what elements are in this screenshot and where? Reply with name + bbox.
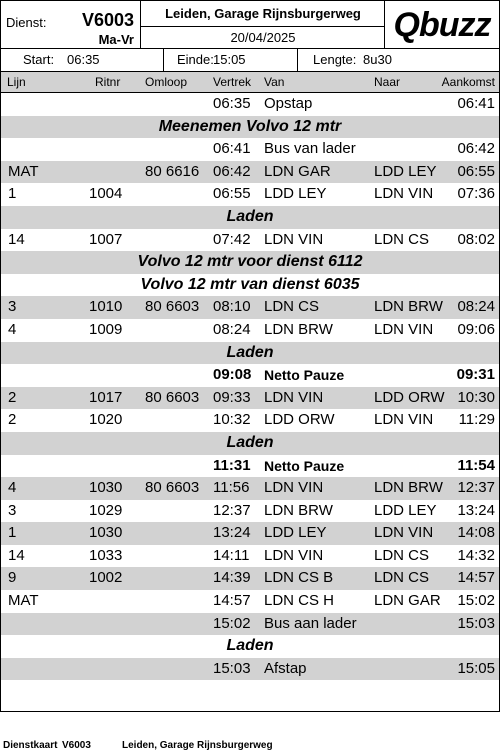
trip-row (1, 138, 499, 161)
cell-aan: 10:30 (457, 388, 495, 406)
cell-rit: 1004 (89, 185, 123, 203)
trip-row (1, 545, 499, 568)
cell-van: Bus aan lader (264, 614, 357, 632)
cell-lijn: 4 (8, 479, 17, 497)
section-row: Meenemen Volvo 12 mtr (1, 116, 499, 139)
cell-lijn: 3 (8, 501, 17, 519)
dienst-number: V6003 (81, 10, 134, 30)
cell-aan: 15:03 (457, 614, 495, 632)
column-header (1, 72, 499, 93)
cell-vtr: 06:35 (213, 95, 251, 112)
cell-lijn: 3 (8, 298, 17, 316)
cell-van: LDD ORW (264, 411, 335, 429)
cell-vtr: 14:39 (213, 569, 251, 587)
col-vertrek: Vertrek (213, 75, 252, 89)
trip-row (1, 477, 499, 500)
start-label: Start: (23, 52, 55, 67)
location-name: Leiden, Garage Rijnsburgerweg (141, 1, 385, 27)
cell-rit: 1020 (89, 411, 123, 429)
cell-van: Opstap (264, 95, 313, 112)
trip-row (1, 229, 499, 252)
cell-naar: LDN VIN (374, 320, 434, 338)
cell-van: Bus van lader (264, 140, 356, 158)
cell-vtr: 11:31 (213, 456, 251, 474)
cell-van: LDN CS B (264, 569, 334, 587)
card-header (1, 1, 499, 49)
cell-lijn: 14 (8, 230, 25, 248)
col-naar: Naar (374, 75, 401, 89)
cell-vtr: 09:08 (213, 366, 252, 384)
cell-van: Afstap (264, 659, 307, 677)
cell-van: LDN VIN (264, 230, 324, 248)
trip-list (1, 93, 499, 680)
cell-lijn: MAT (8, 592, 39, 610)
cell-vtr: 11:56 (213, 479, 250, 497)
cell-rit: 1010 (89, 298, 123, 316)
cell-naar: LDN CS (374, 230, 430, 248)
einde-label: Einde: (177, 52, 214, 67)
cell-van: LDN CS (264, 298, 320, 316)
cell-lijn: 1 (8, 185, 17, 203)
cell-vtr: 14:11 (213, 546, 250, 564)
trip-row (1, 522, 499, 545)
cell-naar: LDN VIN (374, 185, 434, 203)
cell-aan: 11:54 (457, 456, 495, 474)
cell-lijn: 2 (8, 388, 17, 406)
cell-vtr: 13:24 (213, 524, 251, 542)
company-logo: Qbuzz (393, 6, 491, 44)
cell-lijn: 9 (8, 569, 17, 587)
duty-id-box (1, 1, 141, 49)
cell-aan: 13:24 (457, 501, 495, 519)
cell-van: LDN BRW (264, 320, 333, 338)
cell-vtr: 06:41 (213, 140, 251, 158)
cell-aan: 15:02 (457, 592, 495, 610)
cell-oml: 80 6603 (145, 298, 200, 316)
trip-row (1, 613, 499, 636)
trip-row (1, 319, 499, 342)
cell-aan: 06:42 (457, 140, 495, 158)
cell-naar: LDN CS (374, 569, 430, 587)
trip-row (1, 590, 499, 613)
section-row: Laden (1, 342, 499, 365)
cell-aan: 09:06 (457, 320, 495, 338)
trip-row (1, 567, 499, 590)
cell-rit: 1007 (89, 230, 123, 248)
cell-oml: 80 6603 (145, 479, 200, 497)
trip-row (1, 658, 499, 681)
trip-row (1, 387, 499, 410)
cell-naar: LDN VIN (374, 411, 434, 429)
cell-lijn: 2 (8, 411, 17, 429)
cell-vtr: 08:24 (213, 320, 251, 338)
cell-rit: 1030 (89, 524, 123, 542)
cell-vtr: 12:37 (213, 501, 251, 519)
times-bar (1, 49, 499, 72)
col-aankomst: Aankomst (441, 75, 495, 89)
cell-lijn: 14 (8, 546, 25, 564)
section-row: Volvo 12 mtr voor dienst 6112 (1, 251, 499, 274)
cell-vtr: 10:32 (213, 411, 251, 429)
cell-van: Netto Pauze (264, 367, 345, 384)
cell-van: LDN VIN (264, 479, 324, 497)
trip-row (1, 500, 499, 523)
section-row: Laden (1, 635, 499, 658)
cell-aan: 06:41 (457, 95, 495, 112)
cell-naar: LDD LEY (374, 501, 437, 519)
trip-row (1, 161, 499, 184)
cell-naar: LDN GAR (374, 592, 441, 610)
cell-aan: 08:02 (457, 230, 495, 248)
cell-vtr: 06:42 (213, 162, 251, 180)
footer-dienst: V6003 (62, 740, 91, 751)
cell-rit: 1002 (89, 569, 123, 587)
cell-lijn: 4 (8, 320, 17, 338)
cell-oml: 80 6603 (145, 388, 200, 406)
cell-van: LDD LEY (264, 185, 327, 203)
cell-aan: 06:55 (457, 162, 495, 180)
cell-van: Netto Pauze (264, 457, 345, 474)
section-row: Laden (1, 206, 499, 229)
cell-rit: 1009 (89, 320, 123, 338)
section-row: Laden (1, 432, 499, 455)
footer-location: Leiden, Garage Rijnsburgerweg (122, 740, 273, 751)
cell-lijn: 1 (8, 524, 17, 542)
cell-rit: 1033 (89, 546, 123, 564)
cell-aan: 09:31 (456, 366, 495, 384)
col-van: Van (264, 75, 285, 89)
dienst-label: Dienst: (6, 15, 47, 30)
cell-rit: 1030 (89, 479, 123, 497)
pause-row (1, 455, 499, 478)
lengte-value: 8u30 (363, 52, 392, 67)
col-lijn: Lijn (7, 75, 26, 89)
lengte-label: Lengte: (313, 52, 357, 67)
cell-naar: LDN BRW (374, 298, 443, 316)
footer-label: Dienstkaart (3, 740, 58, 751)
cell-aan: 14:32 (457, 546, 495, 564)
cell-vtr: 09:33 (213, 388, 251, 406)
cell-aan: 12:37 (457, 479, 495, 497)
cell-naar: LDD LEY (374, 162, 437, 180)
cell-van: LDN VIN (264, 388, 324, 406)
cell-lijn: MAT (8, 162, 39, 180)
cell-van: LDN GAR (264, 162, 331, 180)
start-time: 06:35 (67, 52, 100, 67)
cell-naar: LDD ORW (374, 388, 445, 406)
cell-aan: 11:29 (458, 411, 495, 429)
cell-aan: 08:24 (457, 298, 495, 316)
cell-naar: LDN VIN (374, 524, 434, 542)
dienst-days: Ma-Vr (98, 32, 134, 47)
cell-van: LDN BRW (264, 501, 333, 519)
trip-row (1, 296, 499, 319)
cell-van: LDD LEY (264, 524, 327, 542)
col-omloop: Omloop (145, 75, 188, 89)
cell-rit: 1029 (89, 501, 123, 519)
trip-row (1, 409, 499, 432)
cell-aan: 15:05 (457, 659, 495, 677)
einde-time: 15:05 (213, 52, 246, 67)
cell-aan: 07:36 (457, 185, 495, 203)
cell-naar: LDN BRW (374, 479, 443, 497)
trip-row (1, 183, 499, 206)
cell-naar: LDN CS (374, 546, 430, 564)
cell-vtr: 15:02 (213, 614, 251, 632)
cell-van: LDN VIN (264, 546, 324, 564)
cell-van: LDN CS H (264, 592, 335, 610)
cell-vtr: 06:55 (213, 185, 251, 203)
location-box (141, 1, 385, 49)
col-ritnr: Ritnr (95, 75, 121, 89)
cell-aan: 14:57 (457, 569, 495, 587)
cell-vtr: 08:10 (213, 298, 251, 316)
cell-vtr: 07:42 (213, 230, 251, 248)
trip-row (1, 93, 499, 116)
cell-vtr: 15:03 (213, 659, 251, 677)
cell-rit: 1017 (89, 388, 123, 406)
pause-row (1, 364, 499, 387)
duty-date: 20/04/2025 (230, 30, 296, 45)
section-row: Volvo 12 mtr van dienst 6035 (1, 274, 499, 297)
cell-oml: 80 6616 (145, 162, 200, 180)
cell-vtr: 14:57 (213, 592, 251, 610)
cell-aan: 14:08 (457, 524, 495, 542)
